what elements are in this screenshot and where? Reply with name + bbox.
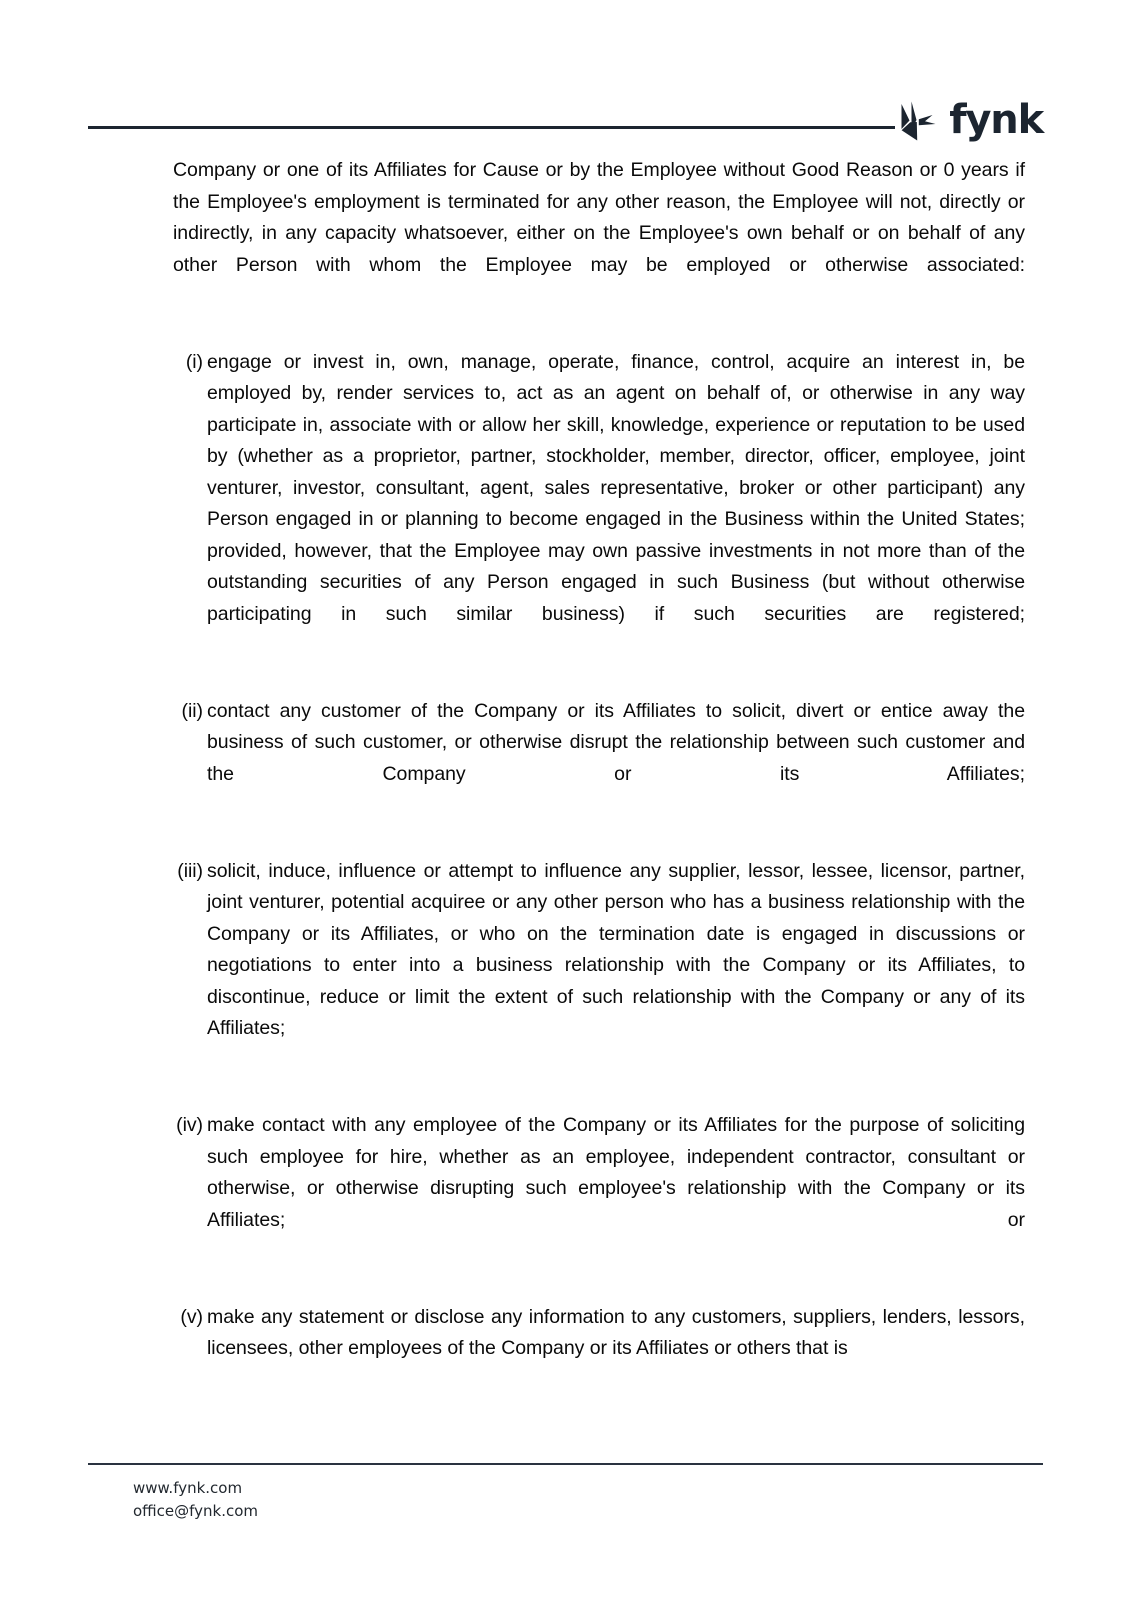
clause-text: engage or invest in, own, manage, operate, finance, control, acquire an interest in, be employed by, render services to, act as an agent on behalf of, or otherwise in any way participate in, associate with or allow her skill, knowledge, experience or reputation to be used by (whether as a proprietor, partner, stockholder, member, director, officer, employee, joint venturer, investor, consultant, agent, sales representative, broker or other participant) any Person engaged in or planning to become engaged in the Business within the United States; provided, however, that the Employee may own passive investments in not more than of the outstanding securities of any Person engaged in such Business (but without otherwise participating in such similar business) if such securities are registered; <box>207 350 1025 625</box>
footer-contact <box>133 1477 258 1523</box>
clause-text: make contact with any employee of the Company or its Affiliates for the purpose of soliciting such employee for hire, whether as an employee, independent contractor, consultant or otherwise, or otherwise disrupting such employee's relationship with the Company or its Affiliates; or <box>207 1114 1025 1231</box>
clause-list <box>173 347 1025 1365</box>
clause-item <box>173 347 1025 662</box>
intro-paragraph: Company or one of its Affiliates for Cause or by the Employee without Good Reason or 0 years if the Employee's employment is terminated for any other reason, the Employee will not, directly or indirectly, in any capacity whatsoever, either on the Employee's own behalf or on behalf of any other Person with whom the Employee may be employed or otherwise associated: <box>173 159 1025 276</box>
footer-website[interactable]: www.fynk.com <box>133 1479 243 1497</box>
clause-item <box>173 856 1025 1077</box>
document-body <box>173 155 1025 1365</box>
page-footer <box>0 1450 1131 1600</box>
clause-text: contact any customer of the Company or its Affiliates to solicit, divert or entice away the business of such customer, or otherwise disrupt the relationship between such customer and the Company or its Affiliates; <box>207 699 1025 785</box>
clause-item <box>173 1110 1025 1268</box>
clause-item <box>173 1302 1025 1365</box>
clause-marker: (ii) <box>181 699 203 722</box>
clause-marker: (i) <box>185 350 203 373</box>
footer-email[interactable]: office@fynk.com <box>133 1502 259 1520</box>
clause-text: make any statement or disclose any information to any customers, suppliers, lenders, lessors, licensees, other employees of the Company or its Affiliates or others that is <box>207 1305 1025 1359</box>
footer-divider <box>88 1463 1043 1465</box>
clause-marker: (iii) <box>177 859 203 882</box>
page-header <box>0 0 1131 150</box>
clause-text: solicit, induce, influence or attempt to influence any supplier, lessor, lessee, licensor, partner, joint venturer, potential acquiree or any other person who has a business relationship with the Company or its Affiliates, or who on the termination date is engaged in discussions or negotiations to enter into a business relationship with the Company or its Affiliates, to discontinue, reduce or limit the extent of such relationship with the Company or any of its Affiliates; <box>207 859 1025 1039</box>
fynk-origami-bird-logo <box>887 99 939 143</box>
clause-marker: (v) <box>180 1305 203 1328</box>
header-divider <box>88 126 895 129</box>
brand-wordmark: fynk <box>949 97 1043 143</box>
clause-marker: (iv) <box>176 1114 203 1136</box>
clause-item <box>173 696 1025 822</box>
brand-lockup <box>887 96 1043 146</box>
